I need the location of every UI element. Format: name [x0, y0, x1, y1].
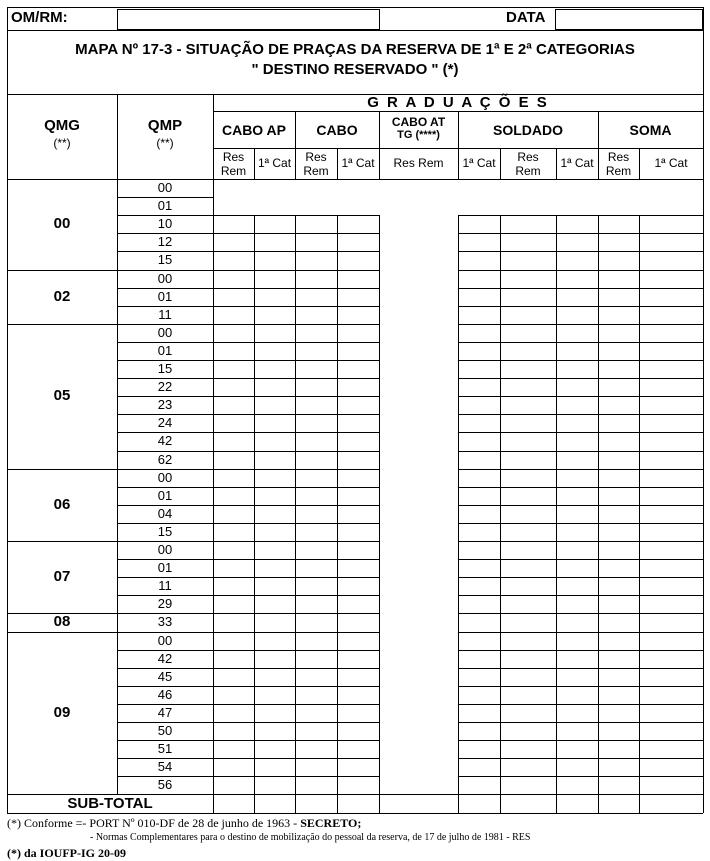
qmp-value: 00 [157, 542, 173, 557]
qmp-value: 15 [157, 523, 173, 539]
rule [458, 360, 703, 361]
res-label: Res [222, 150, 245, 164]
rule [458, 111, 459, 813]
column-header-cabo-at-tg: TG (****) [397, 129, 440, 141]
qmp-value: 01 [157, 198, 173, 214]
rule [213, 704, 379, 705]
rule [213, 288, 379, 289]
rule [213, 396, 379, 397]
qmp-value: 54 [157, 759, 173, 775]
qmp-value: 22 [157, 379, 173, 395]
rule [458, 414, 703, 415]
qmp-value: 11 [158, 578, 172, 594]
rule [500, 148, 501, 813]
rem-label: Rem [220, 164, 247, 178]
footnote-2: - Normas Complementares para o destino de mobilização do pessoal da reserva, de 17 de julho de 1981 - RES [90, 832, 531, 844]
first-cat-label: 1ª Cat [654, 156, 688, 170]
rule [213, 469, 379, 470]
rule [213, 414, 379, 415]
res-label: Res [517, 150, 539, 164]
rule [213, 342, 379, 343]
qmp-value: 01 [157, 560, 173, 576]
qmp-value: 24 [157, 415, 173, 431]
rule [7, 7, 8, 813]
rule [213, 523, 379, 524]
qmp-value: 04 [157, 505, 173, 521]
qmp-note: (**) [156, 136, 174, 150]
rule [213, 233, 379, 234]
rule [213, 595, 379, 596]
rule [458, 469, 703, 470]
qmg-value: 09 [53, 703, 71, 721]
page-title: MAPA Nº 17-3 - SITUAÇÃO DE PRAÇAS DA RESERVA DE 1ª E 2ª CATEGORIAS [75, 41, 635, 58]
rule [213, 378, 379, 379]
qmp-value: 45 [157, 668, 173, 684]
rule [458, 740, 703, 741]
rule [458, 233, 703, 234]
blank-region [214, 180, 702, 215]
footnote-1-text: (*) Conforme =- PORT Nº 010-DF de 28 de junho de 1963 - [7, 816, 301, 831]
rule [213, 432, 379, 433]
rule [213, 740, 379, 741]
rule [703, 7, 704, 813]
rule [458, 541, 703, 542]
rule [458, 432, 703, 433]
res-label: Res [607, 150, 630, 164]
graduacoes-header: G R A D U A Ç Õ E S [367, 94, 549, 111]
rule [458, 251, 703, 252]
rule [213, 215, 379, 216]
rule [458, 523, 703, 524]
rule [213, 668, 379, 669]
column-header-1: CABO [316, 122, 358, 138]
om-label: OM/RM: [11, 9, 68, 26]
qmg-value: 05 [53, 387, 71, 405]
rule [458, 270, 703, 271]
qmp-value: 01 [157, 342, 173, 358]
first-cat-label: 1ª Cat [462, 156, 496, 170]
qmp-value: 62 [157, 451, 173, 467]
rule [458, 342, 703, 343]
rule [213, 776, 379, 777]
qmp-value: 15 [157, 252, 173, 268]
qmg-header: QMG [44, 117, 80, 134]
rule [7, 94, 703, 95]
first-cat-label: 1ª Cat [341, 156, 375, 170]
rule [458, 306, 703, 307]
rule [379, 111, 380, 813]
qmp-value: 12 [157, 234, 173, 250]
rule [213, 650, 379, 651]
first-cat-label: 1ª Cat [257, 156, 292, 170]
qmg-value: 00 [53, 215, 71, 233]
qmp-header: QMP [147, 117, 183, 134]
rem-label: Rem [303, 164, 329, 178]
qmp-value: 23 [157, 397, 173, 413]
column-header-cabo-at: CABO AT [391, 115, 446, 129]
rule [556, 148, 557, 813]
page-subtitle: " DESTINO RESERVADO " (*) [251, 61, 459, 78]
rule [213, 270, 379, 271]
rule [458, 758, 703, 759]
qmg-value: 08 [53, 613, 71, 631]
qmp-value: 00 [157, 632, 173, 648]
footnote-1-bold: SECRETO; [300, 816, 362, 831]
rule [213, 686, 379, 687]
qmg-value: 02 [53, 287, 71, 305]
rule [458, 668, 703, 669]
column-header-0: CABO AP [221, 122, 287, 138]
rem-label: Rem [515, 164, 541, 178]
qmp-value: 00 [157, 469, 173, 485]
rule [458, 722, 703, 723]
footnote-3: (*) da IOUFP-IG 20-09 [7, 846, 126, 861]
rule [337, 148, 338, 813]
rule [213, 451, 379, 452]
qmp-value: 01 [157, 487, 173, 503]
rule [213, 758, 379, 759]
rule [458, 324, 703, 325]
rule [458, 632, 703, 633]
rule [639, 148, 640, 813]
qmg-value: 06 [53, 495, 71, 513]
qmp-value: 29 [157, 596, 173, 612]
qmp-value: 01 [157, 288, 173, 304]
rule [458, 451, 703, 452]
qmp-value: 51 [157, 741, 173, 757]
rule [458, 559, 703, 560]
rule [458, 378, 703, 379]
rule [458, 686, 703, 687]
qmp-value: 33 [157, 614, 173, 630]
res-label: Res [305, 150, 327, 164]
first-cat-label: 1ª Cat [560, 156, 594, 170]
rule [213, 632, 379, 633]
rule [213, 722, 379, 723]
qmp-value: 47 [157, 704, 173, 720]
rule [458, 704, 703, 705]
rule [458, 505, 703, 506]
om-field[interactable] [117, 9, 380, 30]
subtotal-label: SUB-TOTAL [67, 795, 153, 813]
rule [7, 7, 703, 8]
rule [598, 111, 599, 813]
qmp-value: 00 [157, 180, 173, 195]
column-header-3: SOLDADO [493, 122, 563, 138]
qmp-value: 46 [157, 686, 173, 702]
qmp-value: 00 [157, 324, 173, 340]
footnote-1 [7, 816, 361, 831]
rule [213, 559, 379, 560]
res-rem-label: Res Rem [393, 156, 444, 170]
rule [458, 613, 703, 614]
rule [254, 148, 255, 813]
qmp-value: 11 [158, 306, 172, 322]
rule [7, 813, 703, 814]
qmp-value: 50 [157, 723, 173, 738]
qmg-note: (**) [53, 136, 71, 150]
qmp-value: 00 [157, 270, 173, 286]
rule [213, 324, 379, 325]
rule [213, 251, 379, 252]
rule [458, 776, 703, 777]
qmp-value: 42 [157, 650, 173, 666]
rule [458, 215, 703, 216]
data-label: DATA [506, 9, 546, 26]
qmp-value: 42 [157, 433, 173, 449]
qmp-value: 15 [157, 361, 173, 376]
rule [213, 306, 379, 307]
rule [295, 111, 296, 813]
rule [213, 577, 379, 578]
rule [213, 505, 379, 506]
rule [213, 487, 379, 488]
rule [458, 577, 703, 578]
column-header-4: SOMA [629, 122, 672, 138]
qmp-value: 56 [157, 777, 173, 793]
rule [213, 541, 379, 542]
rule [458, 288, 703, 289]
qmp-value: 10 [157, 216, 173, 232]
rule [213, 360, 379, 361]
rule [458, 487, 703, 488]
rule [7, 30, 703, 31]
qmg-value: 07 [53, 568, 71, 586]
data-field[interactable] [555, 9, 703, 30]
rule [458, 595, 703, 596]
rule [458, 650, 703, 651]
rule [213, 613, 379, 614]
rule [458, 396, 703, 397]
rem-label: Rem [605, 164, 632, 178]
